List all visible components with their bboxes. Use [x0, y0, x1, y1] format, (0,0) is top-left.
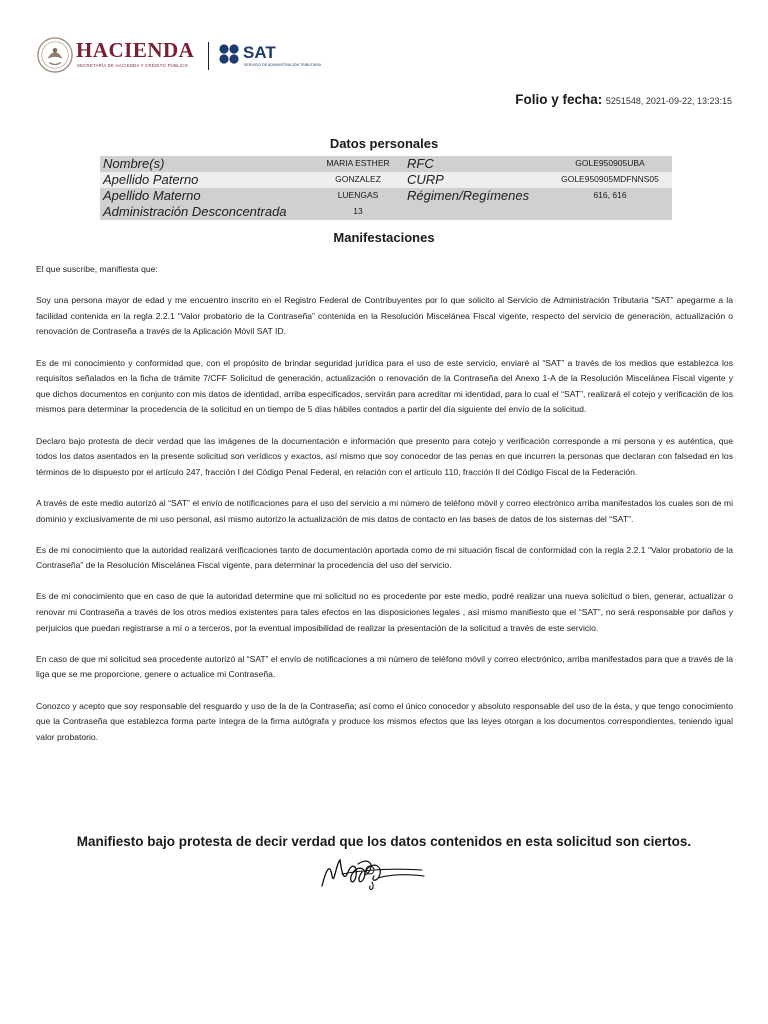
field-label: RFC: [407, 156, 434, 171]
folio-label: Folio y fecha:: [515, 92, 603, 107]
field-value: MARIA ESTHER: [326, 158, 390, 168]
field-value: 616, 616: [593, 190, 627, 200]
paragraph: Conozco y acepto que soy responsable del resguardo y uso de la de la Contraseña; así como el único conocedor y absoluto responsable del uso de la ésta, y que tengo conocimiento que la Contraseña que establezca forma parte íntegra de la firma autógrafa y produce los mismos efectos que las leyes otorgan a los documentos correspondientes, teniendo igual valor probatorio.: [36, 700, 733, 742]
personal-data-table: [100, 156, 672, 220]
table-row: [100, 172, 672, 188]
sat-logo-icon: [217, 42, 241, 66]
personal-data-title: Datos personales: [329, 136, 439, 151]
table-row: [100, 204, 672, 220]
field-value: GOLE950905UBA: [575, 158, 645, 168]
paragraph: El que suscribe, manifiesta que:: [36, 264, 158, 274]
manifestaciones-title: Manifestaciones: [333, 230, 435, 245]
manifestaciones-body: [36, 262, 733, 761]
paragraph: Declaro bajo protesta de decir verdad que las imágenes de la documentación e información que presento para cotejo y verificación corresponde a mi persona y es auténtica, que todos los datos asentados en la presente solicitud son verídicos y exactos, así mismo que soy conocedor de las penas en que incurren la personas que declaran con falsedad en los términos de lo dispuesto por el artículo 247, fracción I del Código Penal Federal, en relación con el artículo 110, fracción II del Código Fiscal de la Federación.: [36, 435, 733, 477]
paragraph: Es de mi conocimiento y conformidad que, con el propósito de brindar seguridad jurídica para el uso de este servicio, enviaré al “SAT” a través de los medios que establezca los requisitos señalados en la ficha de trámite 7/CFF Solicitud de generación, actualización o renovación de la Contraseña del Anexo 1-A de la Resolución Miscelánea Fiscal vigente y que dichos documentos en conjunto con mis datos de identidad, arriba especificados, servirán para acreditar mi identidad, para lo cual el “SAT”, realizará el cotejo y verificación de los mismos para determinar la procedencia de la solicitud en un tiempo de 5 días hábiles contados a partir del día siguiente del envío de la solicitud.: [36, 357, 733, 415]
field-label: CURP: [407, 172, 444, 187]
field-value: GONZALEZ: [335, 174, 381, 184]
field-label: Administración Desconcentrada: [103, 204, 287, 219]
field-label: Apellido Paterno: [103, 172, 199, 187]
paragraph: Soy una persona mayor de edad y me encuentro inscrito en el Registro Federal de Contribuyentes por lo que solicito al Servicio de Administración Tributaria “SAT” apegarme a la facilidad contenida en la regla 2.2.1 “Valor probatorio de la Contraseña” contenida en la Resolución Miscelánea Fiscal vigente, respecto del servicio de generación, actualización o renovación de Contraseña a través de la Aplicación Móvil SAT ID.: [36, 295, 733, 337]
handwritten-signature: [312, 852, 440, 894]
folio-line: [515, 92, 732, 107]
declaration-statement: Manifiesto bajo protesta de decir verdad que los datos contenidos en esta solicitud son ciertos.: [76, 834, 692, 849]
field-label: Nombre(s): [103, 156, 165, 171]
paragraph: En caso de que mi solicitud sea procedente autorizó al “SAT” el envío de notificaciones a mi número de teléfono móvil y correo electrónico, arriba manifestados para que a través de la liga que se me proporcione, genere o actualice mi Contraseña.: [36, 653, 733, 680]
folio-value: 5251548, 2021-09-22, 13:23:15: [605, 96, 732, 106]
mexican-coat-of-arms-icon: [36, 36, 74, 74]
paragraph: Es de mi conocimiento que la autoridad realizará verificaciones tanto de documentación aportada como de mi situación fiscal de conformidad con la regla 2.2.1 “Valor probatorio de la Contraseña” de la Resolución Miscelánea Fiscal vigente, para determinar la procedencia del uso del servicio.: [36, 544, 733, 571]
sat-subtitle: SERVICIO DE ADMINISTRACIÓN TRIBUTARIA: [244, 63, 322, 67]
field-value: GOLE950905MDFNNS05: [561, 174, 659, 184]
field-value: LUENGAS: [337, 190, 379, 200]
field-label: Régimen/Regímenes: [407, 188, 530, 203]
paragraph: A través de este medio autorizó al “SAT” el envío de notificaciones para el uso del servicio a mi número de teléfono móvil y correo electrónico arriba manifestados los cuales son de mi dominio y exclusivamente de mi uso personal, así mismo autorizo la actualización de mis datos de contacto en las bases de datos de los sistemas del “SAT”.: [36, 497, 733, 524]
field-label: Apellido Materno: [103, 188, 201, 203]
document-header: [36, 36, 356, 76]
hacienda-subtitle: SECRETARÍA DE HACIENDA Y CRÉDITO PÚBLICO: [77, 63, 189, 68]
paragraph: Es de mi conocimiento que en caso de que la autoridad determine que mi solicitud no es procedente por este medio, podré realizar una nueva solicitud o bien, generar, actualizar o renovar mi Contraseña a través de los otros medios existentes para tales efectos en las disposiciones legales , así mismo manifiesto que el “SAT”, no será responsable por daños y perjuicios que puedan registrarse a mí o a terceros, por la eventual imposibilidad de realizar la presentación de la solicitud a través de este servicio.: [36, 591, 733, 633]
table-row: [100, 156, 672, 172]
sat-logo-text: SAT: [243, 43, 276, 62]
field-value: 13: [353, 206, 363, 216]
hacienda-logo-text: HACIENDA: [76, 38, 195, 62]
table-row: [100, 188, 672, 204]
header-divider: [208, 42, 209, 70]
